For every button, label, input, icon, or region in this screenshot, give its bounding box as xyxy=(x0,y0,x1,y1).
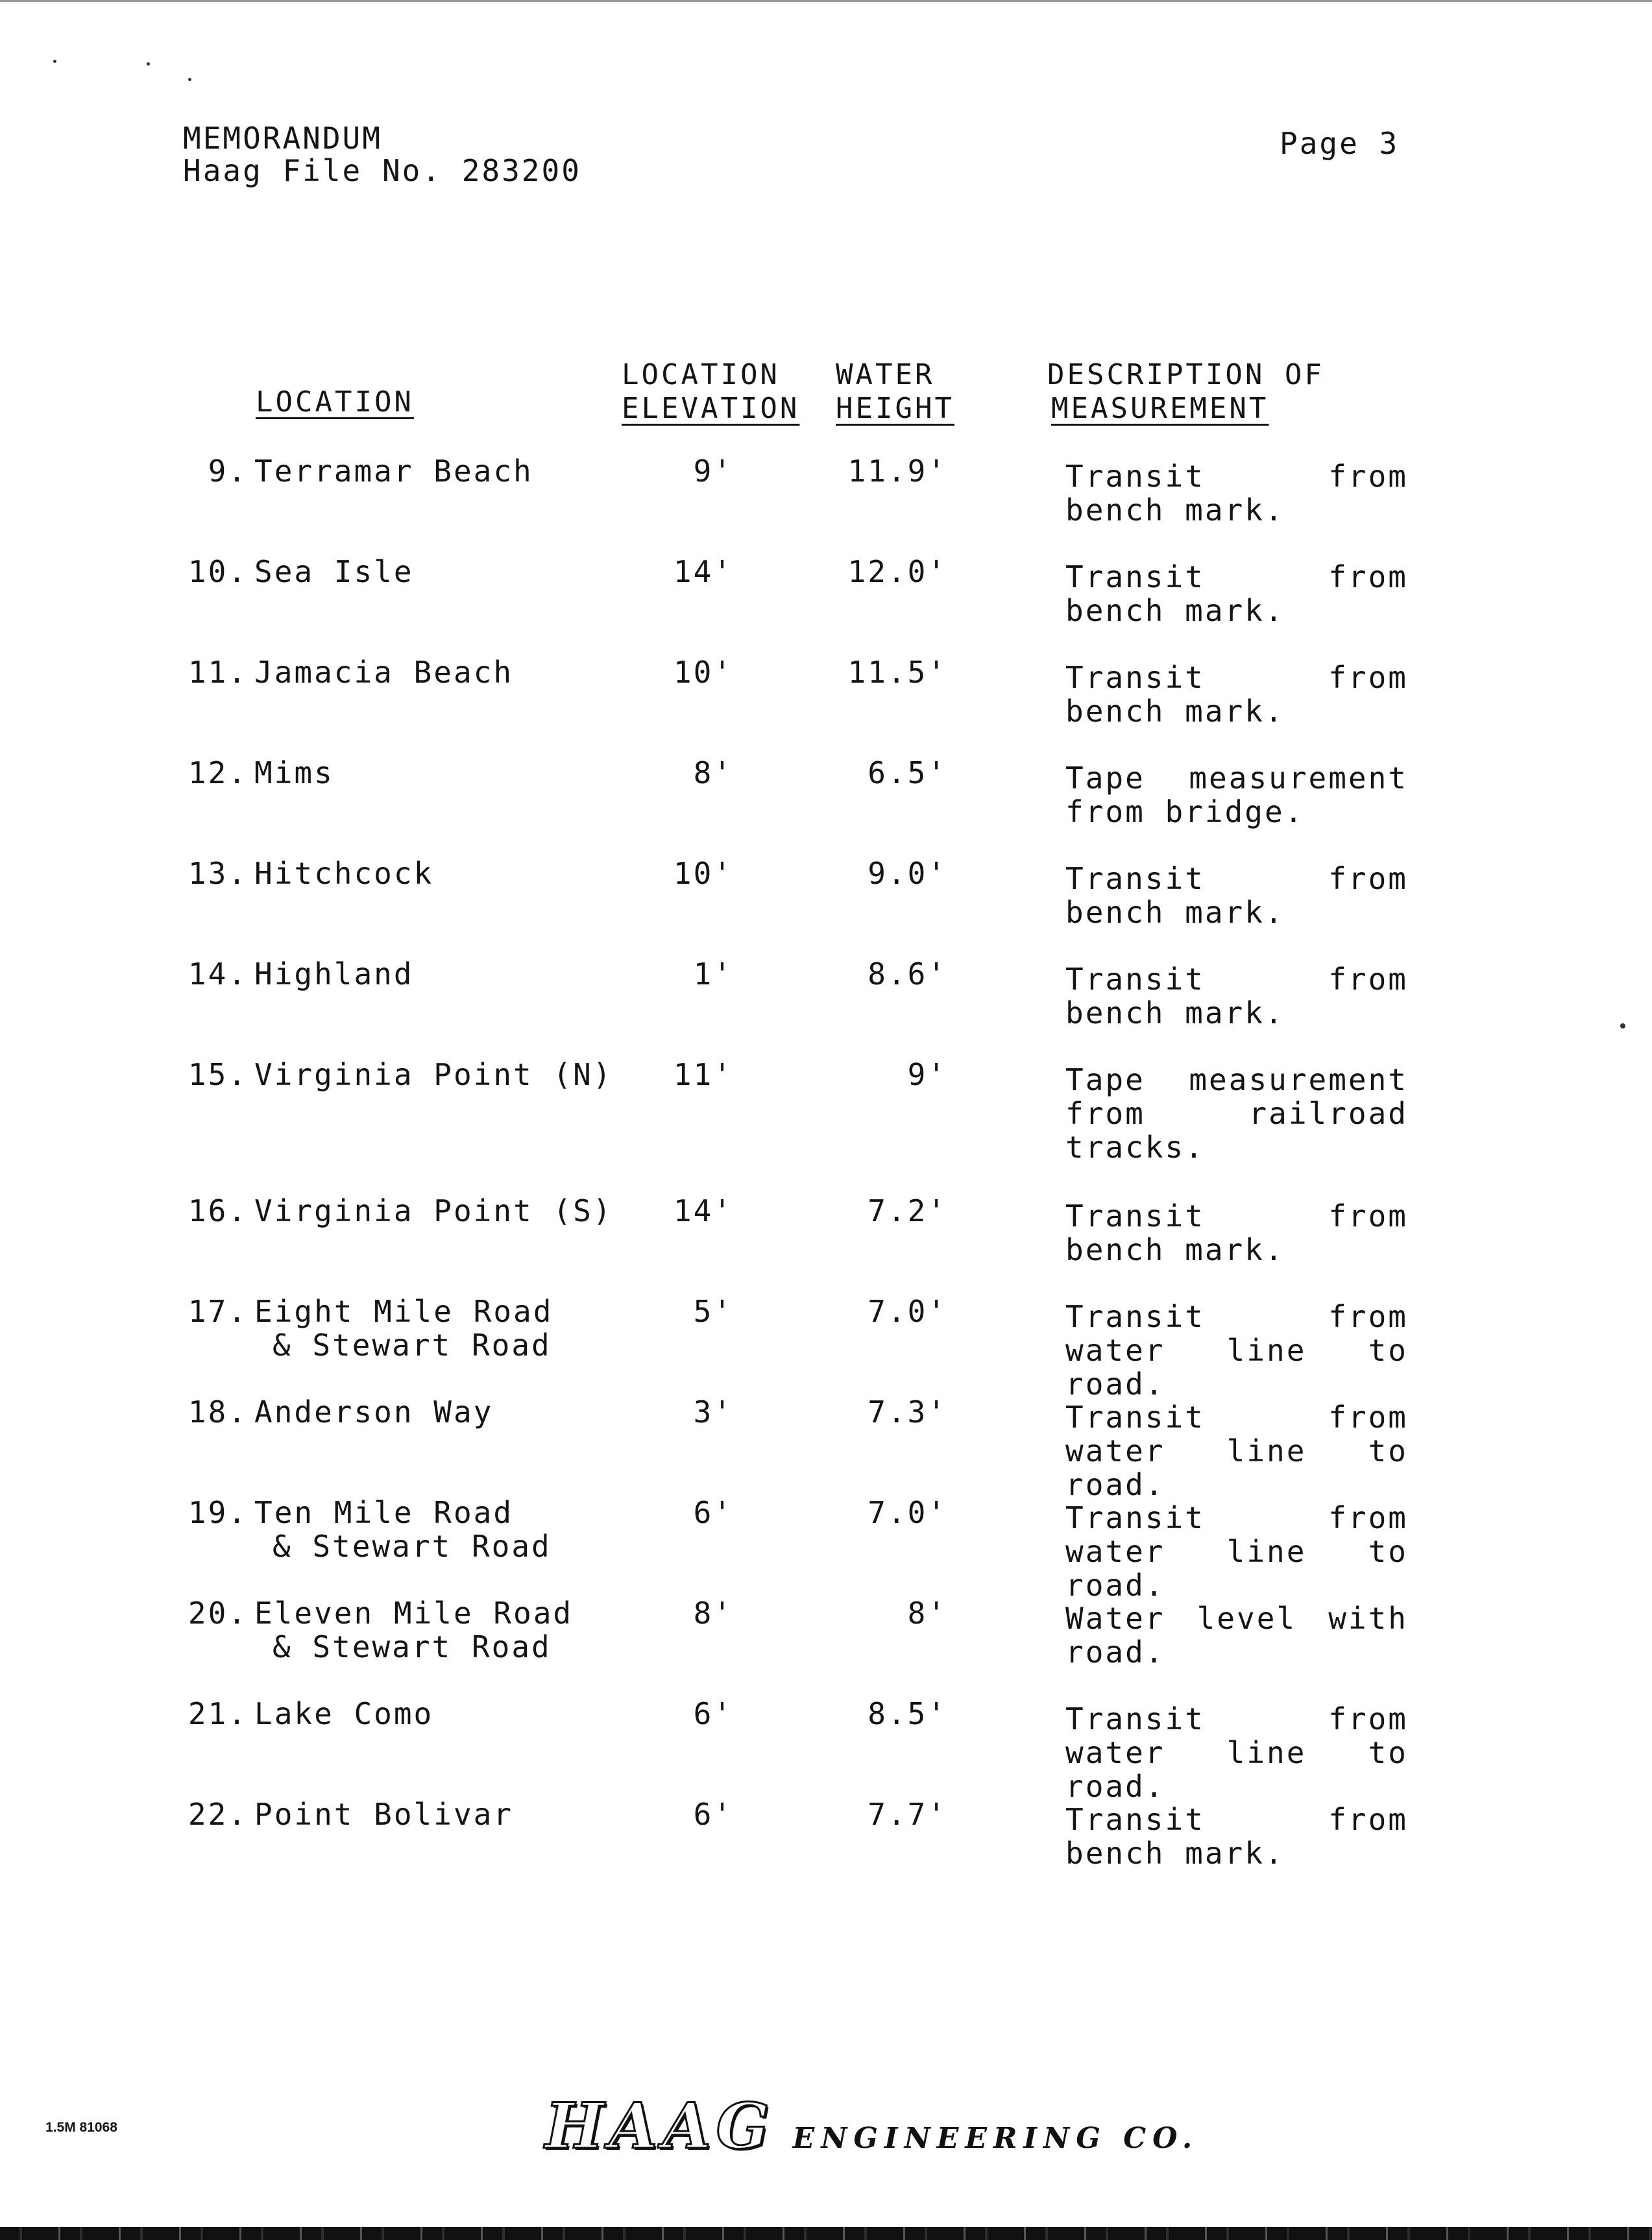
row-water-height: 8' xyxy=(907,1596,947,1631)
row-water-height: 9' xyxy=(907,1057,947,1092)
table-row xyxy=(0,655,1652,753)
scan-speck xyxy=(1620,1023,1625,1029)
row-description: Water level with road. xyxy=(1065,1601,1408,1670)
row-elevation: 9' xyxy=(693,454,733,489)
table-row xyxy=(0,1596,1652,1694)
row-elevation: 10' xyxy=(673,856,733,891)
row-location-line1: Virginia Point (S) xyxy=(254,1193,613,1228)
row-location xyxy=(254,555,414,589)
page-number: Page 3 xyxy=(1280,126,1400,161)
column-header-description-line1: DESCRIPTION OF xyxy=(1047,358,1324,391)
row-location-line1: Virginia Point (N) xyxy=(254,1057,613,1092)
row-description: Transit from bench mark. xyxy=(1065,459,1408,528)
row-number: 22. xyxy=(188,1797,248,1832)
column-header-water-line1: WATER xyxy=(836,358,935,391)
row-location-line1: Point Bolivar xyxy=(254,1797,514,1832)
column-header-description-line2: MEASUREMENT xyxy=(1051,392,1269,425)
row-location xyxy=(254,957,414,991)
row-water-height: 7.0' xyxy=(868,1495,947,1530)
row-description: Transit from bench mark. xyxy=(1065,861,1408,930)
row-water-height: 12.0' xyxy=(847,554,947,589)
row-number: 13. xyxy=(188,856,248,891)
row-location xyxy=(254,756,334,790)
table-row xyxy=(0,1797,1652,1895)
row-location xyxy=(254,655,513,689)
row-location xyxy=(254,1395,493,1429)
column-header-location xyxy=(256,385,414,419)
row-number: 19. xyxy=(188,1495,248,1530)
table-row xyxy=(0,1696,1652,1804)
row-number: 11. xyxy=(188,655,248,690)
scan-speck xyxy=(188,78,191,81)
row-location xyxy=(254,1697,433,1731)
row-water-height: 7.3' xyxy=(868,1394,947,1430)
row-location-line1: Anderson Way xyxy=(254,1394,494,1430)
row-location xyxy=(254,1496,552,1563)
row-location-line1: Jamacia Beach xyxy=(254,655,514,690)
row-water-height: 7.7' xyxy=(868,1797,947,1832)
row-water-height: 7.2' xyxy=(868,1193,947,1228)
row-location-line1: Eight Mile Road xyxy=(254,1294,553,1329)
logo-sub-text: ENGINEERING CO. xyxy=(792,2122,1199,2155)
row-location xyxy=(254,1797,513,1831)
row-location-line2: & Stewart Road xyxy=(273,1328,552,1363)
table-row xyxy=(0,1394,1652,1502)
row-number: 15. xyxy=(188,1057,248,1092)
row-description: Transit from water line to road. xyxy=(1065,1500,1408,1603)
table-row xyxy=(0,1194,1652,1291)
table-row xyxy=(0,857,1652,954)
logo-main-text: HAAG xyxy=(545,2089,775,2163)
row-elevation: 6' xyxy=(693,1797,733,1832)
row-location-line1: Eleven Mile Road xyxy=(254,1596,574,1631)
row-location xyxy=(254,454,533,488)
row-location-line1: Terramar Beach xyxy=(254,454,533,489)
row-elevation: 6' xyxy=(693,1696,733,1731)
row-elevation: 8' xyxy=(693,755,733,790)
table-row xyxy=(0,957,1652,1054)
row-location-line1: Mims xyxy=(254,755,334,790)
row-water-height: 7.0' xyxy=(868,1294,947,1329)
row-description: Tape measurement from bridge. xyxy=(1065,761,1408,829)
row-elevation: 5' xyxy=(693,1294,733,1329)
column-header-water-line2: HEIGHT xyxy=(836,392,954,425)
row-description: Transit from bench mark. xyxy=(1065,660,1408,729)
row-location-line2: & Stewart Road xyxy=(273,1629,552,1664)
row-water-height: 9.0' xyxy=(868,856,947,891)
row-water-height: 8.6' xyxy=(868,956,947,992)
memo-title: MEMORANDUM xyxy=(183,121,382,156)
row-number: 20. xyxy=(188,1596,248,1631)
row-elevation: 10' xyxy=(673,655,733,690)
row-elevation: 8' xyxy=(693,1596,733,1631)
row-water-height: 8.5' xyxy=(868,1696,947,1731)
column-header-water-height xyxy=(836,358,954,426)
row-water-height: 6.5' xyxy=(868,755,947,790)
table-row xyxy=(0,1057,1652,1165)
row-number: 21. xyxy=(188,1696,248,1731)
scan-speck xyxy=(53,60,56,63)
row-description: Transit from water line to road. xyxy=(1065,1400,1408,1502)
table-row xyxy=(0,1495,1652,1603)
row-location-line1: Ten Mile Road xyxy=(254,1495,514,1530)
row-number: 16. xyxy=(188,1193,248,1228)
row-description: Tape measurement from railroad tracks. xyxy=(1065,1062,1408,1165)
row-elevation: 6' xyxy=(693,1495,733,1530)
row-location xyxy=(254,1058,613,1091)
table-row xyxy=(0,454,1652,552)
scan-speck xyxy=(147,62,150,66)
row-number: 12. xyxy=(188,755,248,790)
row-description: Transit from bench mark. xyxy=(1065,1802,1408,1871)
row-description: Transit from water line to road. xyxy=(1065,1701,1408,1804)
file-number: Haag File No. 283200 xyxy=(183,153,581,188)
row-number: 18. xyxy=(188,1394,248,1430)
column-header-elevation xyxy=(622,358,799,426)
row-water-height: 11.9' xyxy=(847,454,947,489)
row-description: Transit from water line to road. xyxy=(1065,1299,1408,1402)
row-number: 10. xyxy=(188,554,248,589)
table-row xyxy=(0,555,1652,652)
company-logo xyxy=(545,2089,1198,2163)
row-number: 14. xyxy=(188,956,248,992)
row-location xyxy=(254,857,433,890)
print-code: 1.5M 81068 xyxy=(45,2120,117,2135)
row-number: 9. xyxy=(208,454,248,489)
row-description: Transit from bench mark. xyxy=(1065,559,1408,628)
row-location-line1: Lake Como xyxy=(254,1696,434,1731)
table-row xyxy=(0,756,1652,853)
row-location-line2: & Stewart Road xyxy=(273,1529,552,1564)
row-location-line1: Hitchcock xyxy=(254,856,434,891)
column-header-elevation-line1: LOCATION xyxy=(622,358,780,391)
row-elevation: 14' xyxy=(673,1193,733,1228)
column-header-location-label: LOCATION xyxy=(256,385,414,419)
row-elevation: 11' xyxy=(673,1057,733,1092)
row-location-line1: Sea Isle xyxy=(254,554,414,589)
page-bottom-edge xyxy=(0,2227,1652,2240)
row-number: 17. xyxy=(188,1294,248,1329)
row-description: Transit from bench mark. xyxy=(1065,1199,1408,1267)
column-header-elevation-line2: ELEVATION xyxy=(622,392,800,425)
row-description: Transit from bench mark. xyxy=(1065,962,1408,1030)
row-location-line1: Highland xyxy=(254,956,414,992)
row-elevation: 14' xyxy=(673,554,733,589)
row-location xyxy=(254,1596,573,1664)
table-row xyxy=(0,1294,1652,1402)
page-top-edge xyxy=(0,0,1652,2)
row-location xyxy=(254,1295,553,1362)
row-elevation: 3' xyxy=(693,1394,733,1430)
row-water-height: 11.5' xyxy=(847,655,947,690)
row-location xyxy=(254,1194,613,1228)
column-header-description xyxy=(1047,358,1324,426)
row-elevation: 1' xyxy=(693,956,733,992)
